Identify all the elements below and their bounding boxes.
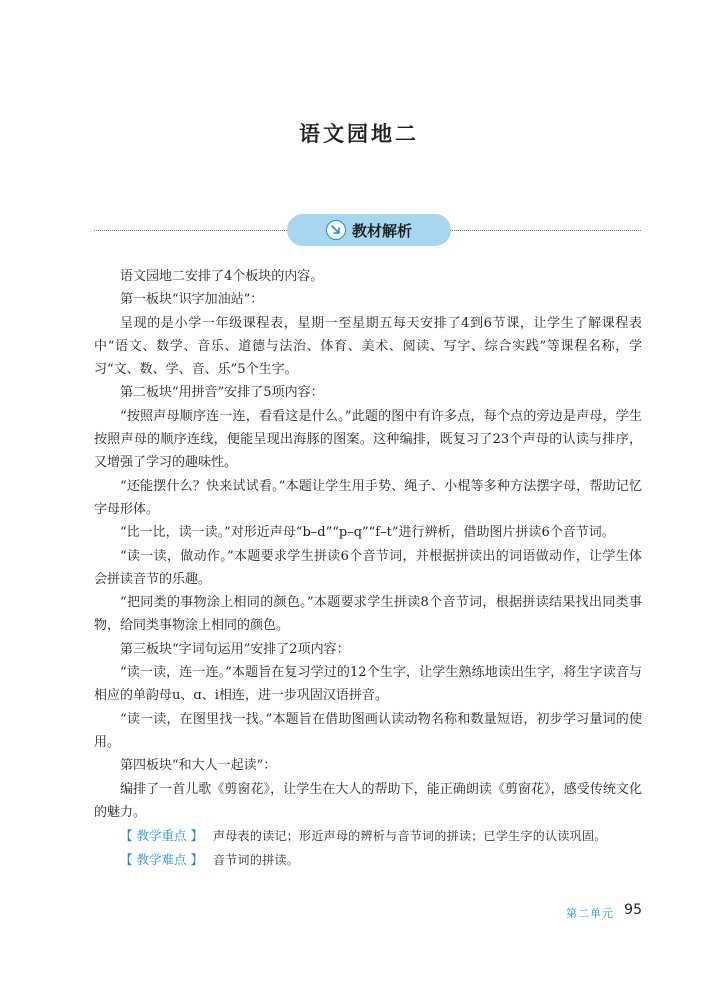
paragraph: “还能摆什么？快来试试看。”本题让学生用手势、绳子、小棍等多种方法摆字母，帮助记忆字母形体。 [94,478,642,517]
paragraph: “读一读，做动作。”本题要求学生拼读6个音节词，并根据拼读出的词语做动作，让学生体会拼读音节的乐趣。 [94,548,642,587]
arrow-circle-icon [326,220,346,240]
teaching-difficulty-tag: 【 教学难点 】 [120,852,203,868]
paragraph: 第四板块“和大人一起读”： [120,758,277,774]
page-title: 语文园地二 [299,121,419,146]
paragraph: 语文园地二安排了4个板块的内容。 [120,269,324,284]
paragraph: 呈现的是小学一年级课程表，星期一至星期五每天安排了4到6节课，让学生了解课程表中“语文、数学、音乐、道德与法治、体育、美术、阅读、写字、综合实践”等课程名称，学习“文、数、学、音、乐”5个生字。 [94,315,642,378]
section-header-label: 教材解析 [351,221,412,240]
paragraph: “按照声母顺序连一连，看看这是什么。”此题的图中有许多点，每个点的旁边是声母，学生按照声母的顺序连线，便能呈现出海豚的图案。这种编排，既复习了23个声母的认读与排序，又增强了学习的趣味性。 [94,408,642,471]
page-number: 95 [624,902,642,918]
teaching-difficulty-note [94,848,642,872]
paragraph: 第二板块“用拼音”安排了5项内容： [120,385,324,401]
paragraph: 第一板块“识字加油站”： [120,292,264,308]
teaching-focus-text: 声母表的读记；形近声母的辨析与音节词的拼读；已学生字的认读巩固。 [212,829,607,844]
paragraph: “读一读，连一连。”本题旨在复习学过的12个生字，让学生熟练地读出生字，将生字读音与相应的单韵母u、ɑ、i相连，进一步巩固汉语拼音。 [94,665,642,704]
paragraph: “比一比，读一读。”对形近声母“b–d”“p–q”“f–t”进行辨析，借助图片拼读6个音节词。 [120,525,615,541]
paragraph: “把同类的事物涂上相同的颜色。”本题要求学生拼读8个音节词，根据拼读结果找出同类事物，给同类事物涂上相同的颜色。 [94,595,642,634]
teaching-difficulty-text: 音节词的拼读。 [212,853,300,868]
section-header [287,214,451,246]
paragraph: “读一读，在图里找一找。”本题旨在借助图画认读动物名称和数量短语，初步学习量词的使用。 [94,711,642,750]
paragraph: 第三板块“字词句运用”安排了2项内容： [120,641,350,657]
body-text [94,265,642,873]
teaching-focus-tag: 【 教学重点 】 [120,828,203,844]
paragraph: 编排了一首儿歌《剪窗花》，让学生在大人的帮助下，能正确朗读《剪窗花》，感受传统文化的魅力。 [94,781,642,820]
footer-unit-label: 第二单元 [566,907,614,920]
teaching-focus-note [94,824,642,848]
